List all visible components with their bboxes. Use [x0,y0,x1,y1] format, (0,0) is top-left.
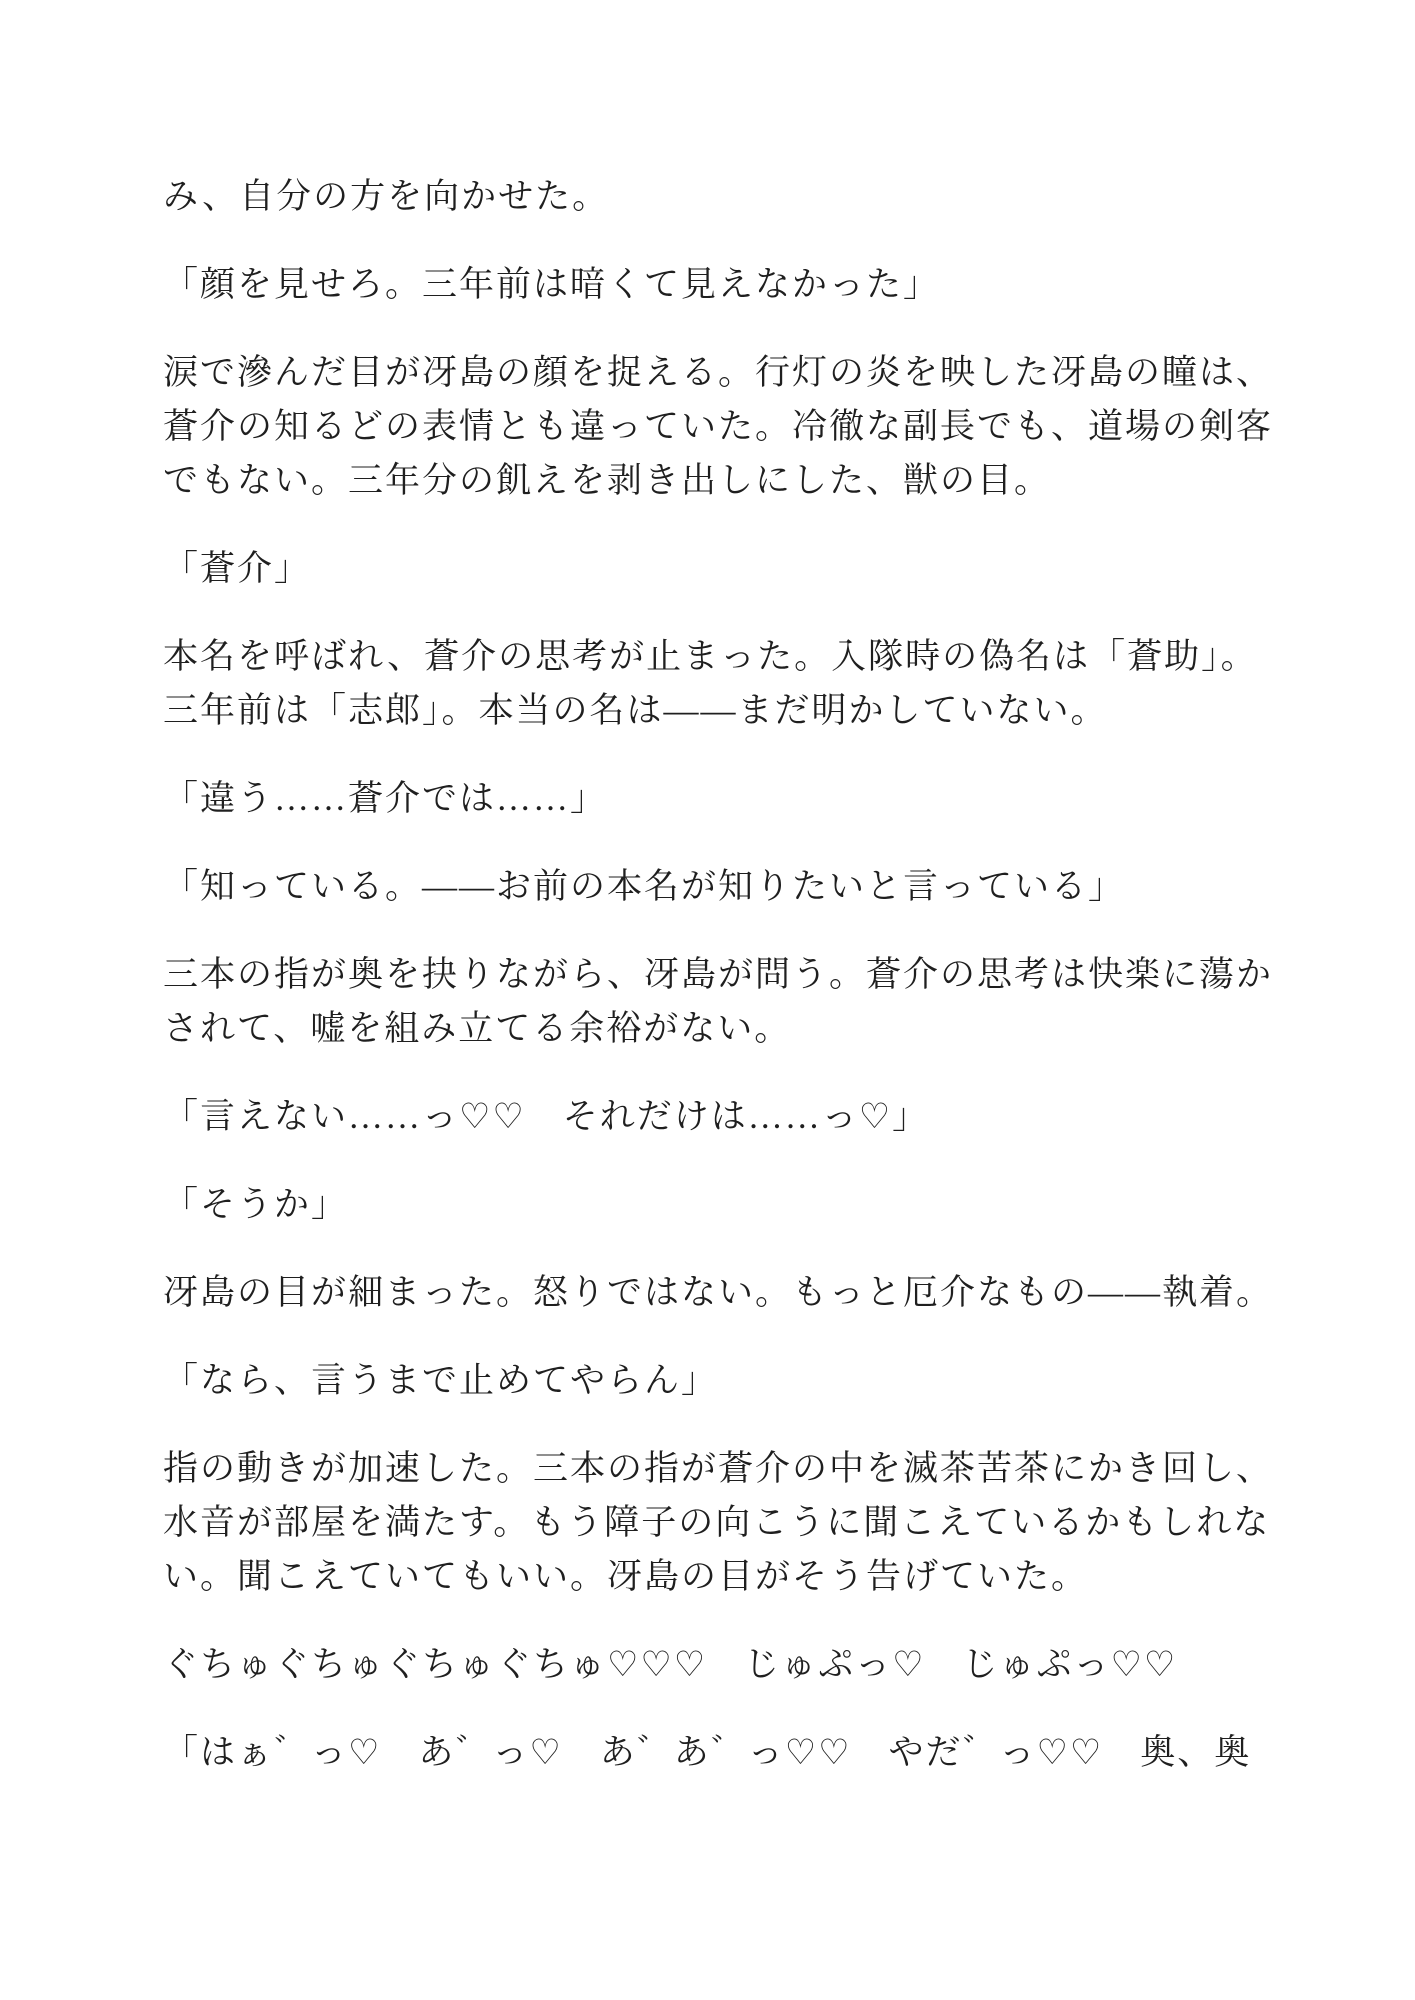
sfx-paragraph [163,1638,1275,1692]
dialogue-paragraph [163,1178,1275,1232]
dialogue-paragraph [163,772,1275,826]
narration-paragraph [163,1266,1275,1320]
dialogue-paragraph [163,258,1275,312]
narration-paragraph [163,630,1275,738]
text-line: 「なら、言うまで止めてやらん」 [163,1361,719,1400]
dialogue-paragraph [163,1090,1275,1144]
text-line: 「そうか」 [163,1185,349,1224]
narration-paragraph [163,346,1275,508]
narration-paragraph [163,1442,1275,1604]
text-line: 本名を呼ばれ、蒼介の思考が止まった。入隊時の偽名は「蒼助」。 [163,637,1258,676]
text-line: 水音が部屋を満たす。もう障子の向こうに聞こえているかもしれな [163,1503,1271,1542]
text-line: い。聞こえていてもいい。冴島の目がそう告げていた。 [163,1557,1089,1596]
text-line: 三年前は「志郎」。本当の名は――まだ明かしていない。 [163,691,1108,730]
text-line: み、自分の方を向かせた。 [163,177,610,216]
text-line: でもない。三年分の飢えを剥き出しにした、獣の目。 [163,461,1052,500]
text-line: 「蒼介」 [163,549,312,588]
text-line: 指の動きが加速した。三本の指が蒼介の中を滅茶苦茶にかき回し、 [163,1449,1274,1488]
text-line: 「顔を見せろ。三年前は暗くて見えなかった」 [163,265,941,304]
text-line: 蒼介の知るどの表情とも違っていた。冷徹な副長でも、道場の剣客 [163,407,1274,446]
text-line: 冴島の目が細まった。怒りではない。もっと厄介なもの――執着。 [163,1273,1274,1312]
dialogue-paragraph [163,860,1275,914]
narration-paragraph [163,948,1275,1056]
text-line: 涙で滲んだ目が冴島の顔を捉える。行灯の炎を映した冴島の瞳は、 [163,353,1274,392]
text-line: 「はぁ゛っ♡ あ゛っ♡ あ゛あ゛っ♡♡ やだ゛っ♡♡ 奥、奥 [163,1733,1252,1772]
text-line: 「言えない……っ♡♡ それだけは……っ♡」 [163,1097,930,1136]
text-line: 「知っている。――お前の本名が知りたいと言っている」 [163,867,1126,906]
dialogue-paragraph [163,1354,1275,1408]
text-line: されて、嘘を組み立てる余裕がない。 [163,1009,792,1048]
text-line: 三本の指が奥を抉りながら、冴島が問う。蒼介の思考は快楽に蕩か [163,955,1274,994]
text-line: ぐちゅぐちゅぐちゅぐちゅ♡♡♡ じゅぷっ♡ じゅぷっ♡♡ [163,1645,1178,1684]
dialogue-paragraph [163,542,1275,596]
text-line: 「違う……蒼介では……」 [163,779,608,818]
narration-paragraph [163,170,1275,224]
dialogue-paragraph [163,1726,1275,1780]
